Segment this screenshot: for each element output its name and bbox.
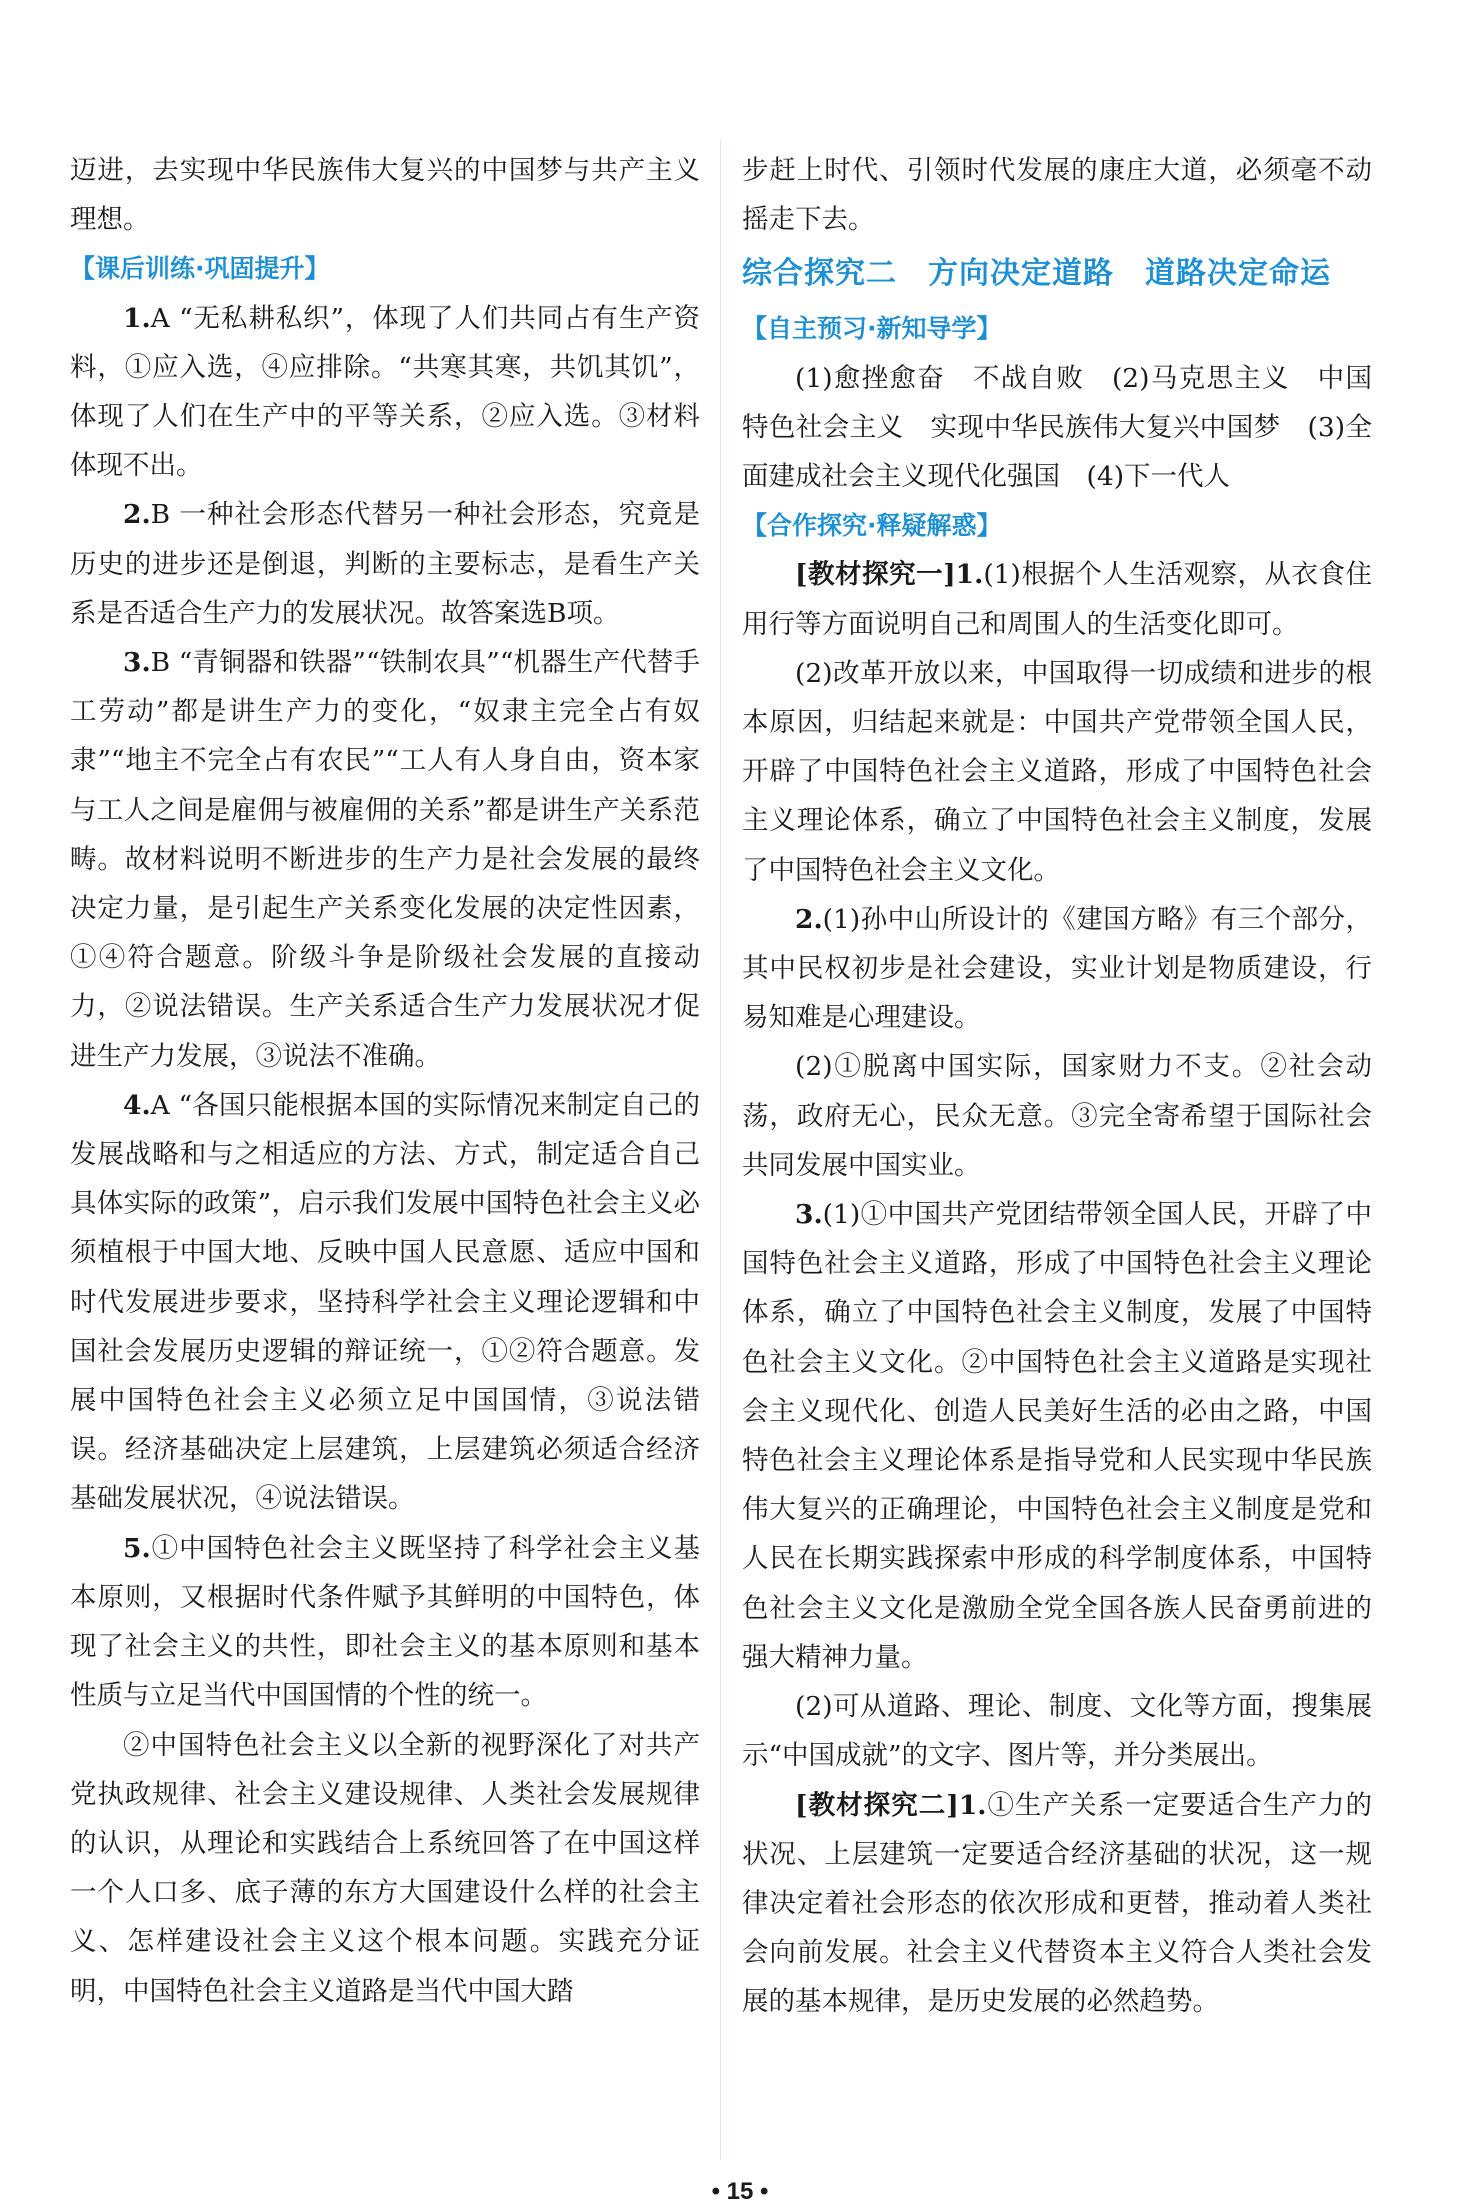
- preview-heading: 【自主预习·新知导学】: [742, 314, 1002, 344]
- explore-tag: [教材探究一]: [795, 559, 956, 591]
- explore-1-item-3-part-2: (2)可从道路、理论、制度、文化等方面，搜集展示“中国成就”的文字、图片等，并分类展出。: [742, 1691, 1372, 1772]
- question-number: 1.: [955, 559, 984, 591]
- answer-text: (1)①中国共产党团结带领全国人民，开辟了中国特色社会主义道路，形成了中国特色社会主义理论体系，确立了中国特色社会主义制度，发展了中国特色社会主义文化。②中国特色社会主义道路是实现社会主义现代化、创造人民美好生活的必由之路，中国特色社会主义理论体系是指导党和人民实现中华民族伟大复兴的正确理论，中国特色社会主义制度是党和人民在长期实践探索中形成的科学制度体系，中国特色社会主义文化是激励全党全国各族人民奋勇前进的强大精神力量。: [742, 1199, 1372, 1673]
- left-column: [70, 146, 700, 2016]
- answer-4: [70, 1081, 700, 1524]
- explore-1-item-2-part-2: (2)①脱离中国实际，国家财力不支。②社会动荡，政府无心，民众无意。③完全寄希望于国际社会共同发展中国实业。: [742, 1051, 1372, 1181]
- paragraph: 步赶上时代、引领时代发展的康庄大道，必须毫不动摇走下去。: [742, 155, 1372, 236]
- answer-5-part-2: ②中国特色社会主义以全新的视野深化了对共产党执政规律、社会主义建设规律、人类社会发展规律的认识，从理论和实践结合上系统回答了在中国这样一个人口多、底子薄的东方大国建设什么样的社会主义、怎样建设社会主义这个根本问题。实践充分证明，中国特色社会主义道路是当代中国大踏: [70, 1729, 700, 2007]
- section-heading: 【课后训练·巩固提升】: [70, 254, 330, 284]
- explore-2-item-1: [742, 1781, 1372, 2027]
- right-column: [742, 146, 1372, 2027]
- page-number: • 15 •: [711, 2178, 769, 2205]
- explore-tag: [教材探究二]: [795, 1789, 959, 1821]
- column-divider: [720, 140, 721, 2160]
- answer-text: A “无私耕私织”，体现了人们共同占有生产资料，①应入选，④应排除。“共寒其寒，共饥其饥”，体现了人们在生产中的平等关系，②应入选。③材料体现不出。: [70, 302, 700, 482]
- answer-3: [70, 638, 700, 1081]
- answer-text: B 一种社会形态代替另一种社会形态，究竟是历史的进步还是倒退，判断的主要标志，是看生产关系是否适合生产力的发展状况。故答案选B项。: [70, 499, 700, 629]
- question-number: 2.: [795, 903, 823, 935]
- question-number: 2.: [123, 499, 151, 531]
- question-number: 5.: [123, 1532, 151, 1564]
- explore-heading: 【合作探究·释疑解惑】: [742, 511, 1002, 541]
- answer-text: (1)根据个人生活观察，从衣食住用行等方面说明自己和周围人的生活变化即可。: [742, 559, 1373, 640]
- answer-1: [70, 294, 700, 491]
- question-number: 4.: [123, 1089, 151, 1121]
- explore-1-item-1: [742, 550, 1372, 648]
- question-number: 1.: [123, 302, 151, 334]
- section-title: 综合探究二 方向决定道路 道路决定命运: [742, 256, 1331, 292]
- explore-1-item-1-part-2: (2)改革开放以来，中国取得一切成绩和进步的根本原因，归结起来就是：中国共产党带领全国人民，开辟了中国特色社会主义道路，形成了中国特色社会主义理论体系，确立了中国特色社会主义制度，发展了中国特色社会主义文化。: [742, 657, 1372, 886]
- preview-text: (1)愈挫愈奋 不战自败 (2)马克思主义 中国特色社会主义 实现中华民族伟大复兴中国梦 (3)全面建成社会主义现代化强国 (4)下一代人: [742, 362, 1372, 493]
- explore-1-item-3: [742, 1190, 1372, 1682]
- explore-1-item-2: [742, 895, 1372, 1043]
- question-number: 3.: [123, 647, 151, 679]
- answer-5: [70, 1524, 700, 1721]
- answer-text: B “青铜器和铁器”“铁制农具”“机器生产代替手工劳动”都是讲生产力的变化，“奴隶主完全占有奴隶”“地主不完全占有农民”“工人有人身自由，资本家与工人之间是雇佣与被雇佣的关系”都是讲生产关系范畴。故材料说明不断进步的生产力是社会发展的最终决定力量，是引起生产关系变化发展的决定性因素，①④符合题意。阶级斗争是阶级社会发展的直接动力，②说法错误。生产关系适合生产力发展状况才促进生产力发展，③说法不准确。: [70, 647, 700, 1072]
- question-number: 3.: [795, 1199, 823, 1231]
- paragraph: 迈进，去实现中华民族伟大复兴的中国梦与共产主义理想。: [70, 155, 700, 236]
- answer-text: (1)孙中山所设计的《建国方略》有三个部分，其中民权初步是社会建设，实业计划是物质建设，行易知难是心理建设。: [742, 903, 1372, 1034]
- answer-text: ①生产关系一定要适合生产力的状况、上层建筑一定要适合经济基础的状况，这一规律决定着社会形态的依次形成和更替，推动着人类社会向前发展。社会主义代替资本主义符合人类社会发展的基本规律，是历史发展的必然趋势。: [742, 1789, 1373, 2018]
- question-number: 1.: [958, 1789, 987, 1821]
- answer-text: A “各国只能根据本国的实际情况来制定自己的发展战略和与之相适应的方法、方式，制定适合自己具体实际的政策”，启示我们发展中国特色社会主义必须植根于中国大地、反映中国人民意愿、适应中国和时代发展进步要求，坚持科学社会主义理论逻辑和中国社会发展历史逻辑的辩证统一，①②符合题意。发展中国特色社会主义必须立足中国国情，③说法错误。经济基础决定上层建筑，上层建筑必须适合经济基础发展状况，④说法错误。: [70, 1089, 700, 1515]
- answer-2: [70, 490, 700, 638]
- answer-text: ①中国特色社会主义既坚持了科学社会主义基本原则，又根据时代条件赋予其鲜明的中国特色，体现了社会主义的共性，即社会主义的基本原则和基本性质与立足当代中国国情的个性的统一。: [70, 1532, 700, 1712]
